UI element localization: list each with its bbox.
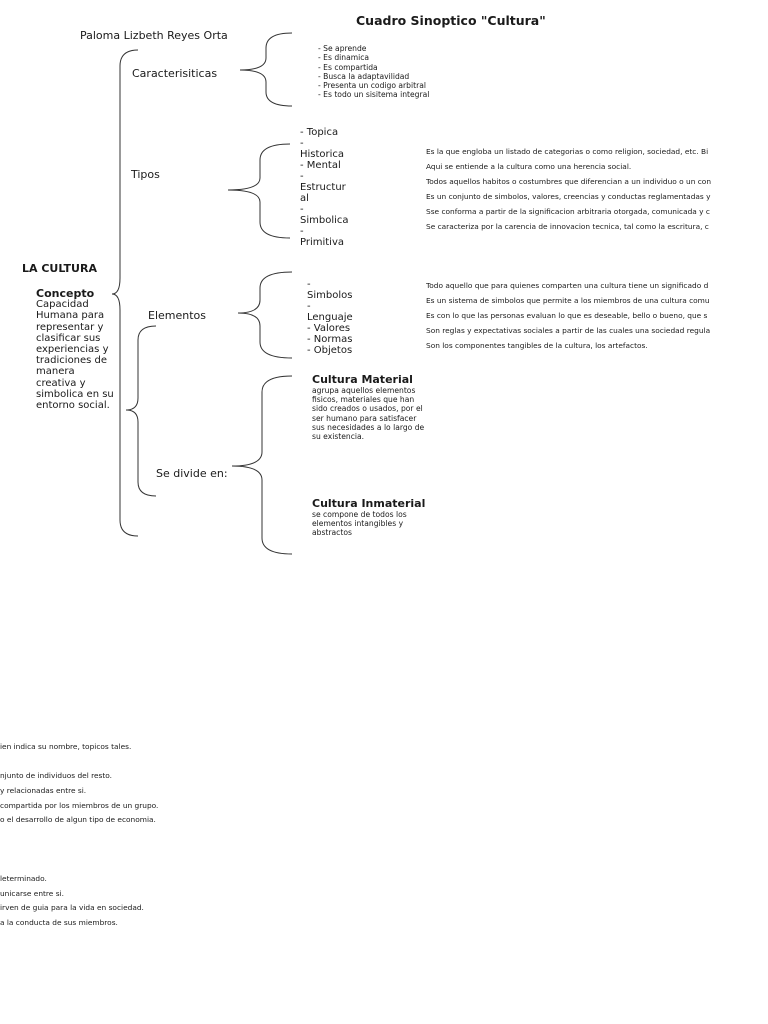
definition-line: Son reglas y expectativas sociales a partir de las cuales una sociedad regula (426, 326, 711, 335)
list-item: - Es compartida (318, 62, 378, 72)
author-name: Paloma Lizbeth Reyes Orta (80, 29, 228, 42)
definition-line: Es un sistema de simbolos que permite a los miembros de una cultura comu (426, 296, 710, 305)
list-item: - Busca la adaptavilidad (318, 71, 410, 81)
overflow-line: irven de guia para la vida en sociedad. (0, 903, 144, 913)
caracteristicas-label: Caracterisiticas (132, 67, 218, 80)
list-item: - (307, 279, 311, 290)
tipos-label: Tipos (131, 168, 160, 181)
tipos-list (300, 127, 349, 248)
overflow-line: compartida por los miembros de un grupo. (0, 800, 159, 810)
cultura-inmaterial (312, 497, 430, 538)
list-item: - (300, 204, 304, 215)
overflow-line (0, 757, 300, 772)
elementos-sub-brace (126, 326, 156, 496)
definition-line: Son los componentes tangibles de la cultura, los artefactos. (426, 341, 648, 350)
list-item: - (300, 138, 304, 149)
list-item: - Es dinamica (318, 53, 370, 63)
list-item: Simbolica (300, 215, 349, 226)
list-item: - Normas (307, 334, 353, 345)
list-item: - Objetos (307, 345, 353, 356)
cultura-material-text: agrupa aquellos elementos fisicos, materiales que han sido creados o usados, por el ser humano para satisfacer sus necesidades a lo largo de su existencia. (312, 386, 425, 442)
definition-line: Sse conforma a partir de la significacion arbitraria otorgada, comunicada y c (426, 207, 710, 216)
list-item: - (300, 226, 304, 237)
list-item: - (300, 171, 304, 182)
elementos-list (307, 279, 353, 356)
cultura-inmaterial-text: se compone de todos los elementos intangibles y abstractos (312, 510, 407, 538)
cultura-material (312, 373, 430, 441)
overflow-line: unicarse entre si. (0, 888, 64, 898)
list-item: Estructur (300, 182, 346, 193)
caracteristicas-brace (240, 33, 292, 106)
list-item: - Topica (300, 127, 339, 138)
diagram-title: Cuadro Sinoptico "Cultura" (356, 13, 546, 28)
concepto-block (36, 288, 116, 411)
list-item: Historica (300, 149, 345, 160)
definition-line: Todo aquello que para quienes comparten una cultura tiene un significado d (426, 281, 709, 290)
definition-line: Aqui se entiende a la cultura como una herencia social. (426, 162, 632, 171)
divide-brace (232, 376, 292, 554)
definition-line: Es con lo que las personas evaluan lo que es deseable, bello o bueno, que s (426, 311, 708, 320)
list-item: al (300, 193, 309, 204)
overflow-line: njunto de individuos del resto. (0, 771, 113, 781)
definition-line: Es un conjunto de simbolos, valores, creencias y conductas reglamentadas y (426, 192, 711, 201)
overflow-line: o el desarrollo de algun tipo de economia. (0, 815, 156, 825)
list-item: - (307, 301, 311, 312)
caracteristicas-list (318, 44, 429, 100)
elementos-definitions (426, 280, 726, 355)
list-item: Primitiva (300, 237, 345, 248)
list-item: Lenguaje (307, 312, 353, 323)
divide-label: Se divide en: (156, 467, 228, 480)
overflow-tipos-text (0, 742, 300, 830)
cultura-inmaterial-heading: Cultura Inmaterial (312, 497, 426, 510)
tipos-brace (228, 144, 290, 238)
overflow-line: a la conducta de sus miembros. (0, 918, 118, 928)
concepto-heading: Concepto (36, 287, 95, 300)
list-item: - Presenta un codigo arbitral (318, 81, 426, 91)
cultura-material-heading: Cultura Material (312, 373, 413, 386)
definition-line: Todos aquellos habitos o costumbres que diferencian a un individuo o un con (426, 177, 712, 186)
list-item: Simbolos (307, 290, 353, 301)
tipos-definitions (426, 146, 726, 236)
elementos-brace (238, 272, 292, 358)
list-item: - Se aprende (318, 44, 367, 53)
definition-line: Es la que engloba un listado de categorias o como religion, sociedad, etc. Bi (426, 147, 709, 156)
overflow-line: leterminado. (0, 874, 47, 883)
root-node: LA CULTURA (22, 262, 97, 275)
definition-line: Se caracteriza por la carencia de innovacion tecnica, tal como la escritura, c (426, 222, 709, 231)
overflow-line: y relacionadas entre si. (0, 786, 87, 796)
elementos-label: Elementos (148, 309, 207, 322)
overflow-elementos-text (0, 874, 300, 933)
overflow-line: ien indica su nombre, topicos tales. (0, 742, 132, 751)
concepto-text: Capacidad Humana para representar y clasificar sus experiencias y tradiciones de manera creativa y simbolica en su entorno social. (36, 299, 114, 412)
list-item: - Mental (300, 160, 341, 171)
list-item: - Es todo un sisitema integral (318, 90, 430, 100)
list-item: - Valores (307, 323, 351, 334)
